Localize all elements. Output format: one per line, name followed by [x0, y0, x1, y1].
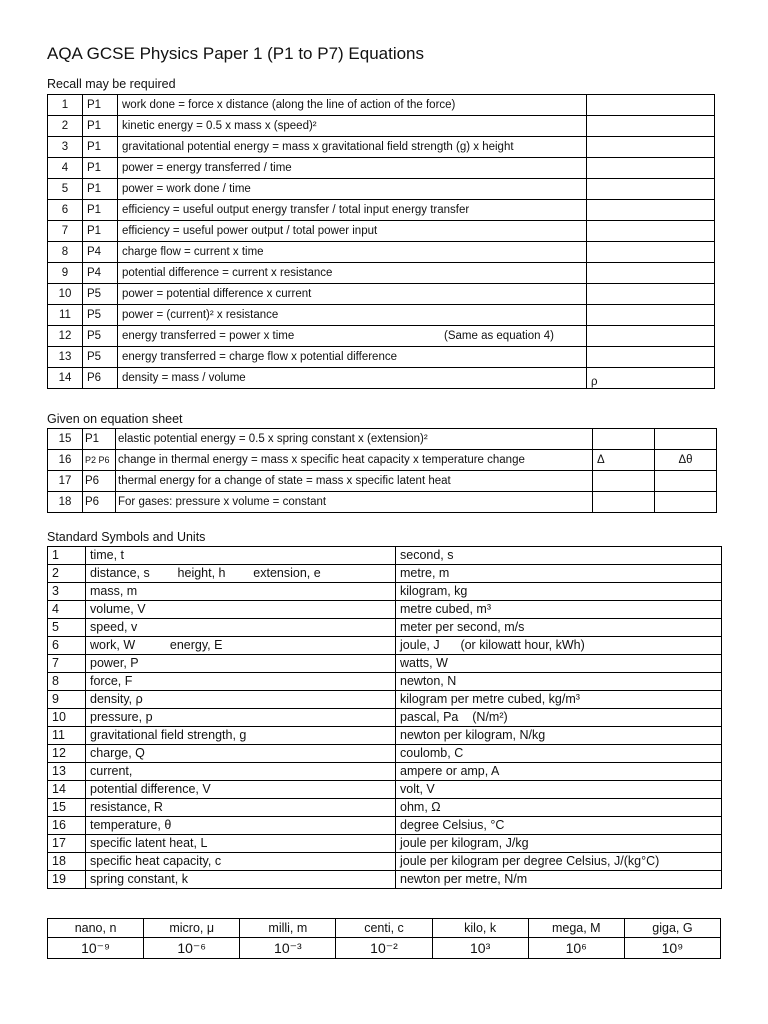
table-row: [48, 95, 715, 116]
paper-ref: P5: [83, 284, 118, 305]
paper-ref: P1: [83, 179, 118, 200]
paper-ref: P1: [83, 158, 118, 179]
page-title: AQA GCSE Physics Paper 1 (P1 to P7) Equations: [47, 44, 425, 63]
prefix-table: [47, 918, 721, 959]
equation-number: 16: [48, 450, 83, 471]
quantity-cell: force, F: [86, 673, 396, 691]
table-row: [48, 835, 722, 853]
symbol-cell: [655, 429, 717, 450]
symbol-cell: [587, 137, 715, 158]
symbol-cell: [587, 242, 715, 263]
table-row: [48, 601, 722, 619]
recall-equations-table: [47, 94, 715, 389]
equation-label: kinetic energy = 0.5 x mass x (speed)²: [122, 120, 317, 132]
equation-text: [118, 95, 587, 116]
table-row: [48, 691, 722, 709]
symbol-cell: [587, 179, 715, 200]
equation-label: potential difference = current x resistance: [122, 267, 333, 279]
equation-label: power = (current)² x resistance: [122, 309, 279, 321]
equation-text: [118, 263, 587, 284]
equation-text: [118, 116, 587, 137]
row-number: 17: [48, 835, 86, 853]
table-row: [48, 137, 715, 158]
table-row: [48, 429, 717, 450]
equation-label: efficiency = useful power output / total power input: [122, 225, 378, 237]
row-number: 2: [48, 565, 86, 583]
quantity-cell: gravitational field strength, g: [86, 727, 396, 745]
row-number: 14: [48, 781, 86, 799]
row-number: 8: [48, 673, 86, 691]
equation-text: [118, 368, 587, 389]
prefix-name: mega, M: [528, 919, 624, 938]
paper-ref: P5: [83, 347, 118, 368]
prefix-power: 10⁻³: [240, 938, 336, 959]
row-number: 12: [48, 745, 86, 763]
unit-cell: kilogram, kg: [396, 583, 722, 601]
table-row: [48, 763, 722, 781]
paper-ref: P4: [83, 242, 118, 263]
symbol-cell: [587, 158, 715, 179]
equation-number: 14: [48, 368, 83, 389]
equation-number: 18: [48, 492, 83, 513]
symbol-cell: [655, 492, 717, 513]
unit-cell: ohm, Ω: [396, 799, 722, 817]
row-number: 6: [48, 637, 86, 655]
equation-label: energy transferred = charge flow x potential difference: [122, 351, 397, 363]
unit-cell: meter per second, m/s: [396, 619, 722, 637]
given-heading: Given on equation sheet: [47, 412, 183, 426]
prefix-names-row: [48, 919, 721, 938]
unit-cell: ampere or amp, A: [396, 763, 722, 781]
quantity-cell: work, W energy, E: [86, 637, 396, 655]
table-row: [48, 471, 717, 492]
table-row: [48, 450, 717, 471]
symbol-cell: ρ: [587, 368, 715, 389]
table-row: [48, 116, 715, 137]
prefix-power: 10⁻⁹: [48, 938, 144, 959]
table-row: [48, 745, 722, 763]
paper-ref: P6: [83, 492, 116, 513]
equation-number: 4: [48, 158, 83, 179]
equation-text: [118, 158, 587, 179]
paper-ref: P5: [83, 326, 118, 347]
table-row: [48, 727, 722, 745]
paper-ref: P6: [83, 368, 118, 389]
equation-text: [118, 284, 587, 305]
row-number: 16: [48, 817, 86, 835]
row-number: 9: [48, 691, 86, 709]
quantity-cell: time, t: [86, 547, 396, 565]
quantity-cell: pressure, p: [86, 709, 396, 727]
equation-label: density = mass / volume: [122, 372, 246, 384]
equation-text: [118, 179, 587, 200]
equation-number: 2: [48, 116, 83, 137]
paper-ref: P5: [83, 305, 118, 326]
equation-number: 10: [48, 284, 83, 305]
symbol-cell: [587, 284, 715, 305]
unit-cell: joule, J (or kilowatt hour, kWh): [396, 637, 722, 655]
table-row: [48, 492, 717, 513]
row-number: 7: [48, 655, 86, 673]
prefix-name: centi, c: [336, 919, 432, 938]
symbol-cell: [655, 471, 717, 492]
paper-ref: P1: [83, 95, 118, 116]
prefix-name: micro, μ: [144, 919, 240, 938]
prefix-powers-row: [48, 938, 721, 959]
symbol-cell: [587, 326, 715, 347]
equation-number: 8: [48, 242, 83, 263]
symbols-units-table: [47, 546, 722, 889]
table-row: [48, 565, 722, 583]
paper-ref: P1: [83, 221, 118, 242]
symbol-cell: [587, 95, 715, 116]
quantity-cell: power, P: [86, 655, 396, 673]
unit-cell: watts, W: [396, 655, 722, 673]
unit-cell: joule per kilogram per degree Celsius, J/(kg°C): [396, 853, 722, 871]
prefix-power: 10³: [432, 938, 528, 959]
paper-ref: P6: [83, 471, 116, 492]
equation-label: power = energy transferred / time: [122, 162, 292, 174]
equation-label: work done = force x distance (along the line of action of the force): [122, 99, 456, 111]
paper-ref: P1: [83, 429, 116, 450]
equation-number: 11: [48, 305, 83, 326]
symbol-cell: Δ: [593, 450, 655, 471]
table-row: [48, 619, 722, 637]
unit-cell: metre, m: [396, 565, 722, 583]
symbol-cell: [587, 200, 715, 221]
table-row: [48, 709, 722, 727]
equation-text: [118, 137, 587, 158]
quantity-cell: resistance, R: [86, 799, 396, 817]
row-number: 10: [48, 709, 86, 727]
table-row: [48, 284, 715, 305]
unit-cell: newton per metre, N/m: [396, 871, 722, 889]
table-row: [48, 200, 715, 221]
row-number: 15: [48, 799, 86, 817]
unit-cell: second, s: [396, 547, 722, 565]
unit-cell: degree Celsius, °C: [396, 817, 722, 835]
prefix-name: giga, G: [624, 919, 720, 938]
equation-text: [118, 221, 587, 242]
quantity-cell: density, ρ: [86, 691, 396, 709]
row-number: 19: [48, 871, 86, 889]
equation-text: For gases: pressure x volume = constant: [116, 492, 593, 513]
row-number: 13: [48, 763, 86, 781]
quantity-cell: potential difference, V: [86, 781, 396, 799]
equation-number: 12: [48, 326, 83, 347]
quantity-cell: specific latent heat, L: [86, 835, 396, 853]
equation-text: elastic potential energy = 0.5 x spring constant x (extension)²: [116, 429, 593, 450]
paper-ref: P1: [83, 137, 118, 158]
table-row: [48, 583, 722, 601]
prefix-power: 10⁻²: [336, 938, 432, 959]
row-number: 4: [48, 601, 86, 619]
unit-cell: newton per kilogram, N/kg: [396, 727, 722, 745]
table-row: [48, 637, 722, 655]
quantity-cell: temperature, θ: [86, 817, 396, 835]
units-heading: Standard Symbols and Units: [47, 530, 206, 544]
paper-ref: P4: [83, 263, 118, 284]
unit-cell: coulomb, C: [396, 745, 722, 763]
equation-label: efficiency = useful output energy transfer / total input energy transfer: [122, 204, 470, 216]
row-number: 3: [48, 583, 86, 601]
equation-number: 9: [48, 263, 83, 284]
given-equations-table: [47, 428, 717, 513]
row-number: 18: [48, 853, 86, 871]
table-row: [48, 263, 715, 284]
quantity-cell: distance, s height, h extension, e: [86, 565, 396, 583]
table-row: [48, 158, 715, 179]
equation-number: 6: [48, 200, 83, 221]
equation-number: 5: [48, 179, 83, 200]
unit-cell: kilogram per metre cubed, kg/m³: [396, 691, 722, 709]
symbol-cell: [593, 471, 655, 492]
equation-number: 13: [48, 347, 83, 368]
prefix-power: 10⁶: [528, 938, 624, 959]
quantity-cell: current,: [86, 763, 396, 781]
equation-text: [118, 347, 587, 368]
table-row: [48, 347, 715, 368]
table-row: [48, 242, 715, 263]
unit-cell: metre cubed, m³: [396, 601, 722, 619]
equation-number: 7: [48, 221, 83, 242]
equation-text: [118, 326, 587, 347]
unit-cell: newton, N: [396, 673, 722, 691]
table-row: [48, 673, 722, 691]
quantity-cell: speed, v: [86, 619, 396, 637]
equation-number: 17: [48, 471, 83, 492]
prefix-name: milli, m: [240, 919, 336, 938]
equation-text: thermal energy for a change of state = mass x specific latent heat: [116, 471, 593, 492]
quantity-cell: volume, V: [86, 601, 396, 619]
table-row: [48, 179, 715, 200]
symbol-cell: [587, 116, 715, 137]
table-row: [48, 853, 722, 871]
equation-label: charge flow = current x time: [122, 246, 264, 258]
symbol-cell: Δθ: [655, 450, 717, 471]
symbol-cell: [587, 263, 715, 284]
table-row: [48, 655, 722, 673]
unit-cell: volt, V: [396, 781, 722, 799]
equation-number: 15: [48, 429, 83, 450]
row-number: 1: [48, 547, 86, 565]
quantity-cell: spring constant, k: [86, 871, 396, 889]
recall-heading: Recall may be required: [47, 77, 176, 91]
equation-text: change in thermal energy = mass x specific heat capacity x temperature change: [116, 450, 593, 471]
quantity-cell: mass, m: [86, 583, 396, 601]
table-row: [48, 368, 715, 389]
equation-label: power = work done / time: [122, 183, 251, 195]
paper-ref: P1: [83, 200, 118, 221]
unit-cell: joule per kilogram, J/kg: [396, 835, 722, 853]
table-row: [48, 799, 722, 817]
table-row: [48, 547, 722, 565]
table-row: [48, 221, 715, 242]
equation-label: gravitational potential energy = mass x gravitational field strength (g) x height: [122, 141, 514, 153]
table-row: [48, 871, 722, 889]
symbol-cell: [593, 492, 655, 513]
equation-note: (Same as equation 4): [444, 330, 554, 342]
symbol-cell: [587, 347, 715, 368]
table-row: [48, 817, 722, 835]
table-row: [48, 326, 715, 347]
table-row: [48, 781, 722, 799]
symbol-cell: [587, 305, 715, 326]
equation-label: energy transferred = power x time: [122, 330, 295, 342]
symbol-cell: [587, 221, 715, 242]
row-number: 5: [48, 619, 86, 637]
prefix-power: 10⁹: [624, 938, 720, 959]
paper-ref: P1: [83, 116, 118, 137]
prefix-power: 10⁻⁶: [144, 938, 240, 959]
prefix-name: nano, n: [48, 919, 144, 938]
equation-number: 1: [48, 95, 83, 116]
quantity-cell: charge, Q: [86, 745, 396, 763]
equation-text: [118, 305, 587, 326]
equation-text: [118, 242, 587, 263]
prefix-name: kilo, k: [432, 919, 528, 938]
equation-label: power = potential difference x current: [122, 288, 312, 300]
equation-number: 3: [48, 137, 83, 158]
equation-text: [118, 200, 587, 221]
table-row: [48, 305, 715, 326]
quantity-cell: specific heat capacity, c: [86, 853, 396, 871]
paper-ref: P2 P6: [83, 450, 116, 471]
row-number: 11: [48, 727, 86, 745]
unit-cell: pascal, Pa (N/m²): [396, 709, 722, 727]
symbol-cell: [593, 429, 655, 450]
